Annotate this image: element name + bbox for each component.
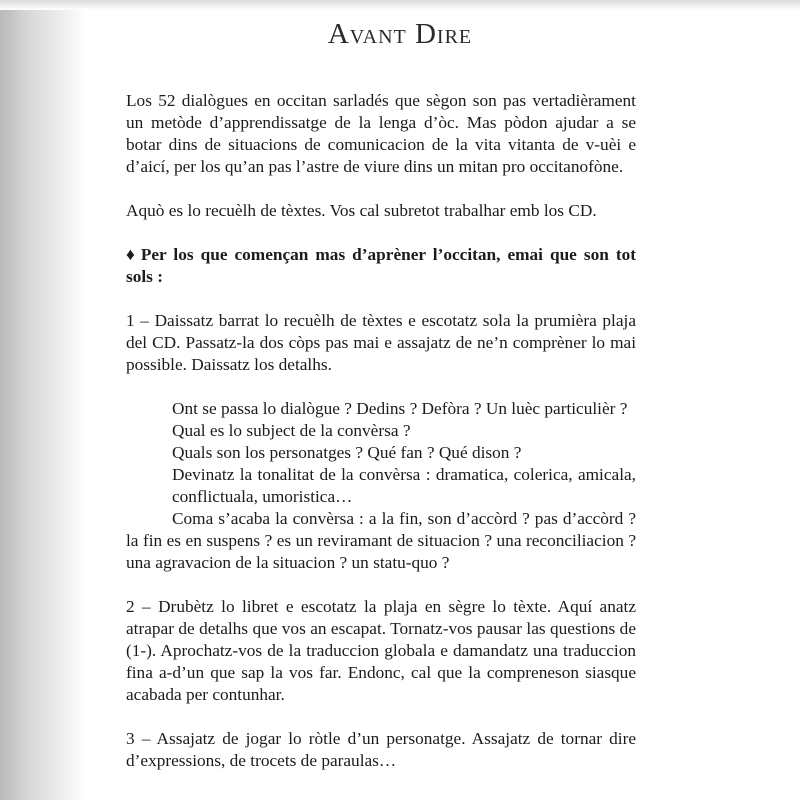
intro-paragraph: Los 52 dialògues en occitan sarladés que sègon son pas vertadièrament un metòde d’apprendissatge de la lenga d’òc. Mas pòdon ajudar a se botar dins de situacions de comunicacion de la vita vitanta de v-uèi e d’aicí, per los qu’an pas l’astre de viure dins un mitan pro occitanofòne. <box>126 91 636 176</box>
section-heading-text: Per los que començan mas d’aprèner l’occitan, emai que son tot sols : <box>126 245 636 286</box>
step-2-paragraph: 2 – Drubètz lo libret e escotatz la plaja en sègre lo tèxte. Aquí anatz atrapar de detalhs que vos an escapat. Tornatz-vos pausar las questions de (1-). Aprochatz-vos de la traduccion globala e damandatz una traduccion fina a-d’un que sap la vos far. Endonc, cal que la compreneson siasque acabada per contunhar. <box>126 597 636 704</box>
page-gutter-shadow <box>0 0 86 800</box>
question-location: Ont se passa lo dialògue ? Dedins ? Defòra ? Un luèc particulièr ? <box>172 399 628 418</box>
page-title: Avant Dire <box>327 18 473 50</box>
question-tone: Devinatz la tonalitat de la convèrsa : dramatica, colerica, amicala, conflictuala, umoristica… <box>172 465 636 506</box>
page-top-shadow <box>0 0 800 10</box>
page-body <box>126 90 636 772</box>
step-1-paragraph: 1 – Daissatz barrat lo recuèlh de tèxtes e escotatz sola la prumièra plaja del CD. Passatz-la dos còps pas mai e assajatz de ne’n comprèner lo mai possible. Daissatz los detalhs. <box>126 311 636 374</box>
question-characters: Quals son los personatges ? Qué fan ? Qué dison ? <box>172 443 522 462</box>
step-3-paragraph: 3 – Assajatz de jogar lo ròtle d’un personatge. Assajatz de tornar dire d’expressions, de trocets de paraulas… <box>126 729 636 770</box>
question-subject: Qual es lo subject de la convèrsa ? <box>172 421 411 440</box>
section-heading <box>126 244 636 288</box>
question-ending: Coma s’acaba la convèrsa : a la fin, son d’accòrd ? pas d’accòrd ? la fin es en suspens ? es un reviramant de situacion ? una reconciliacion ? una agravacion de la situacion ? un statu-quo ? <box>126 509 636 572</box>
diamond-bullet-icon: ♦ <box>126 245 135 264</box>
recueil-paragraph: Aquò es lo recuèlh de tèxtes. Vos cal subretot trabalhar emb los CD. <box>126 201 597 220</box>
